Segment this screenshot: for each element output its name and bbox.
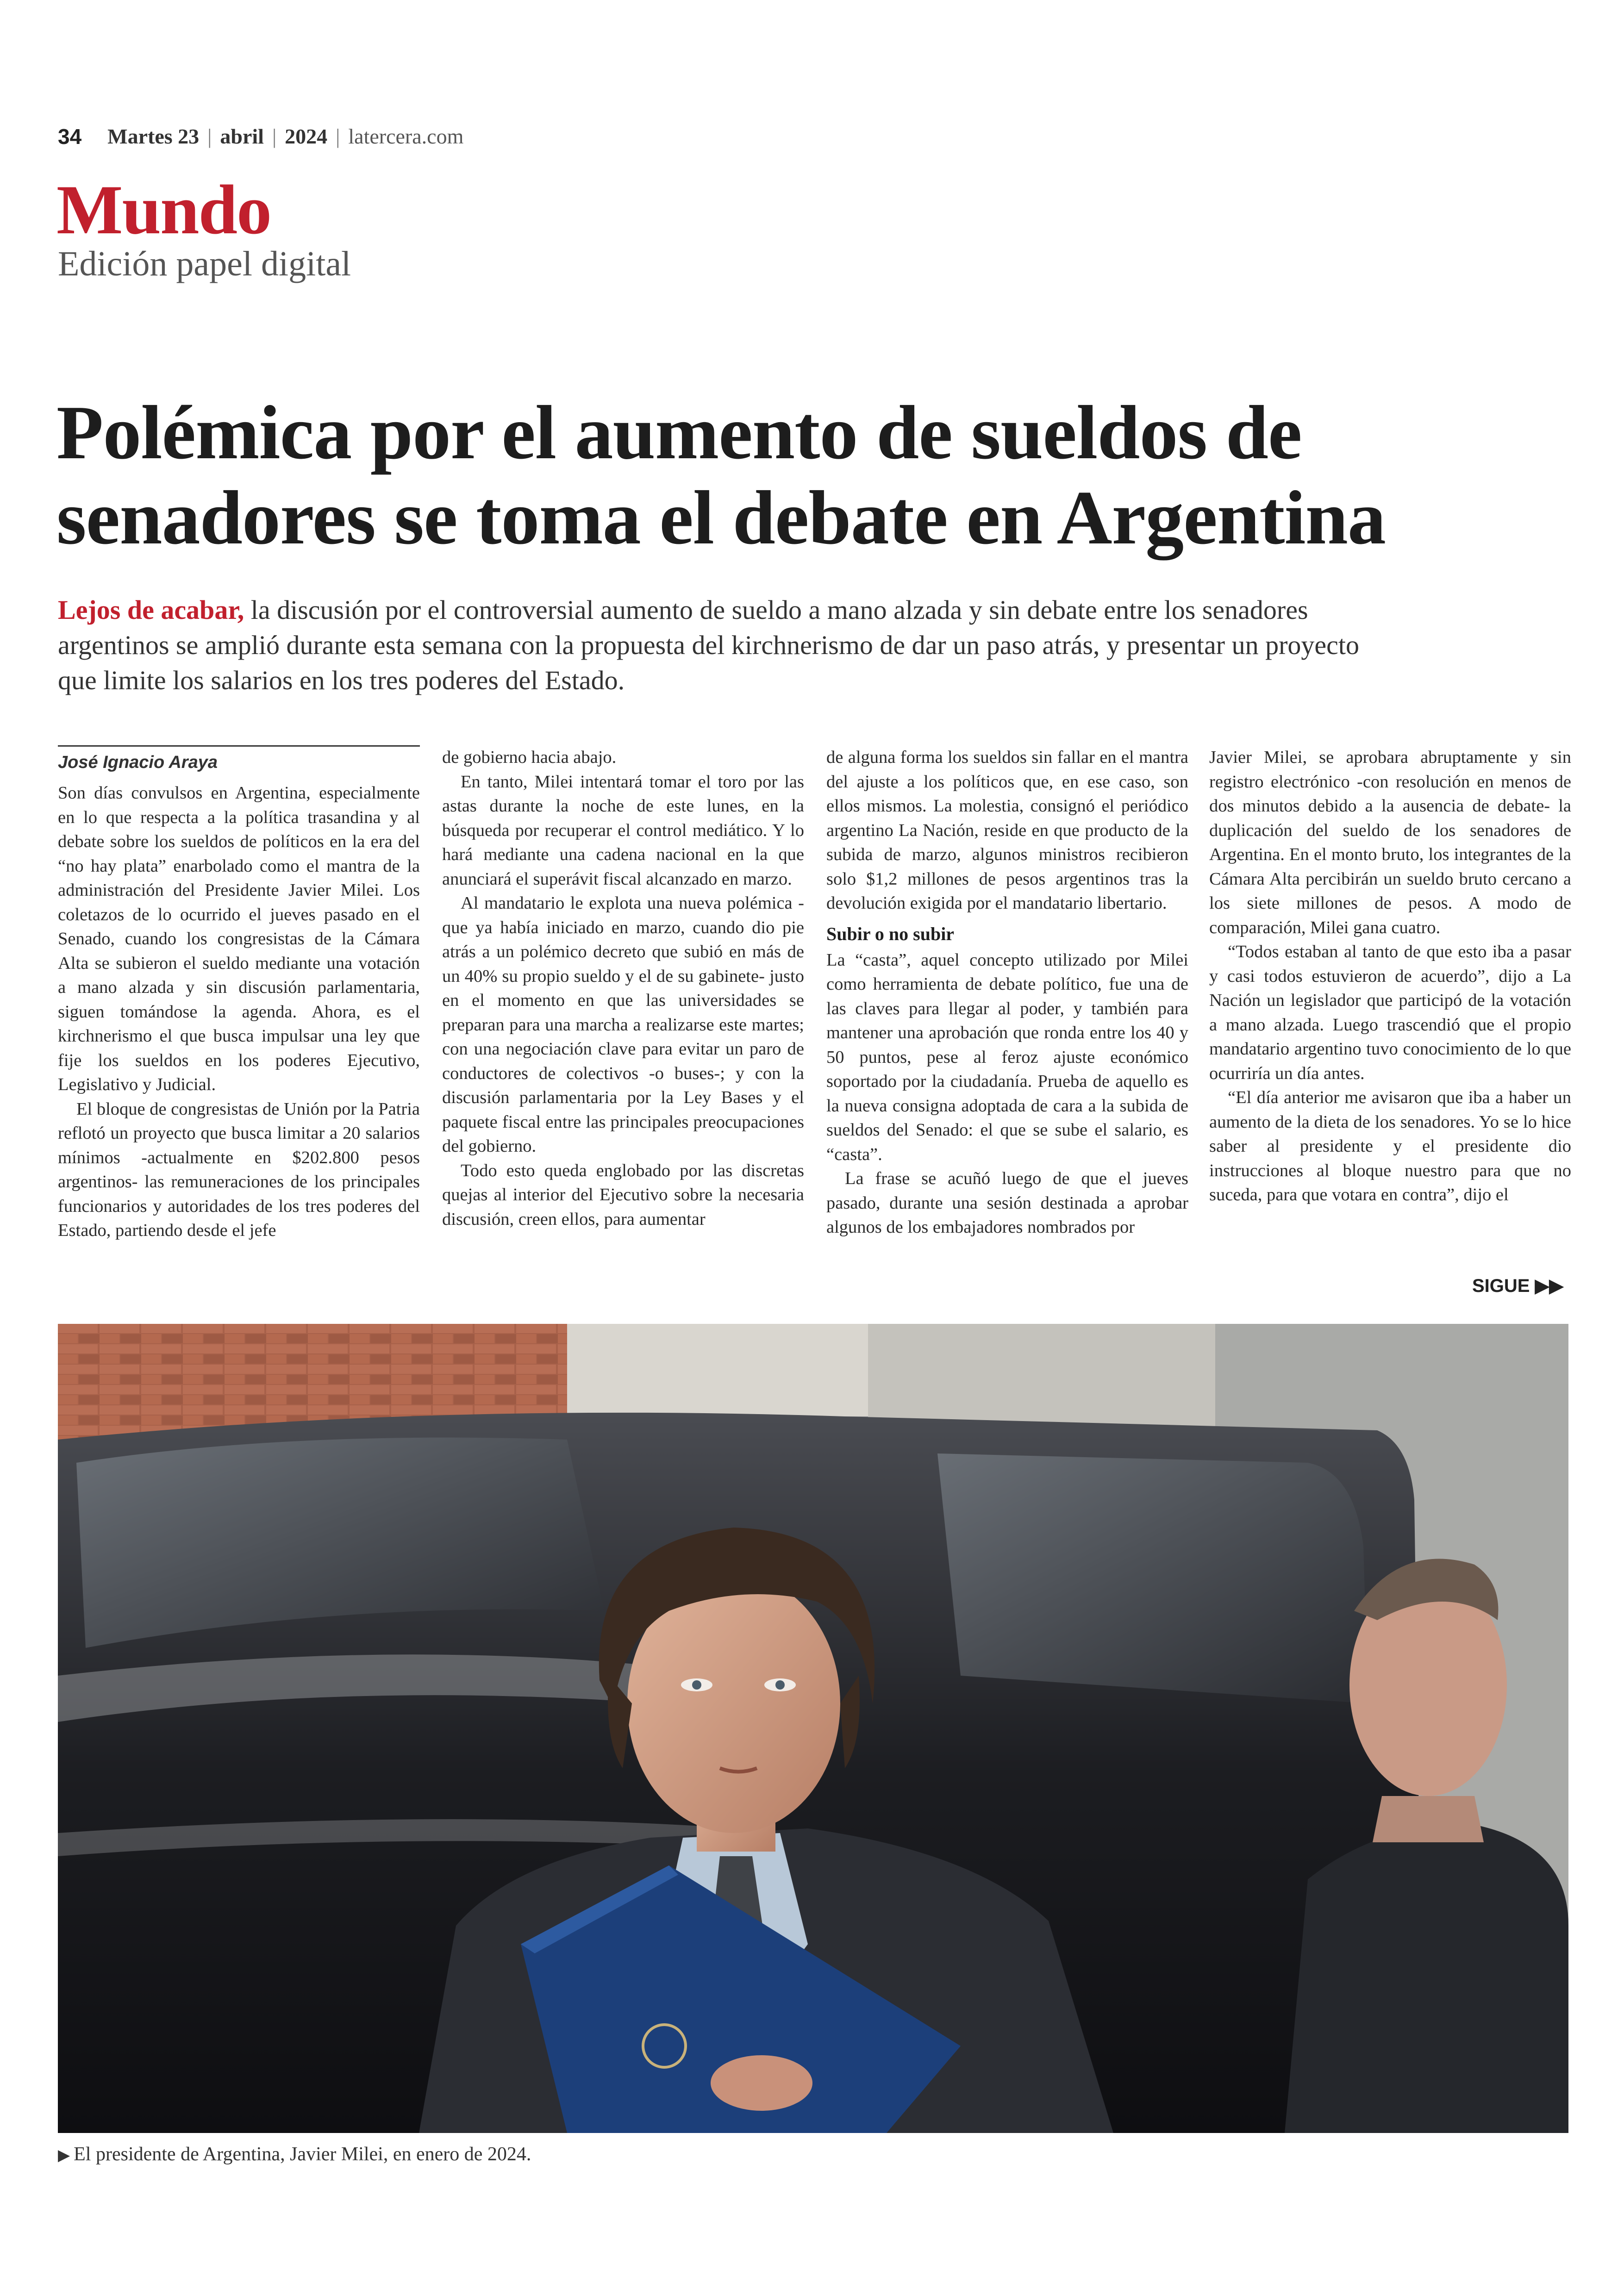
photo-caption-text: El presidente de Argentina, Javier Milei, en enero de 2024. [74, 2144, 531, 2165]
lede-text: la discusión por el controversial aumento de sueldo a mano alzada y sin debate entre los senadores argentinos se amplió durante esta semana con la propuesta del kirchnerismo de dar un paso atrás, y presentar un proyecto que limite los salarios en los tres poderes del Estado. [58, 595, 1359, 695]
header-separator: | [336, 125, 340, 148]
header-separator: | [207, 125, 212, 148]
photo-illustration [58, 1324, 1568, 2133]
body-paragraph: Todo esto queda englobado por las discretas quejas al interior del Ejecutivo sobre la necesaria discusión, creen ellos, para aumentar [442, 1160, 804, 1229]
body-paragraph: de alguna forma los sueldos sin fallar en el mantra del ajuste a los políticos que, en ese caso, son ellos mismos. La molestia, consignó el periódico argentino La Nación, reside en que producto de la subida de marzo, algunos ministros recibieron solo $1,2 millones de pesos argentinos tras la devolución exigida por el mandatario libertario. [826, 748, 1188, 913]
body-paragraph: En tanto, Milei intentará tomar el toro por las astas durante la noche de este lunes, en la búsqueda por recuperar el control mediático. Y lo hará mediante una cadena nacional en la que anunciará el superávit fiscal alcanzado en marzo. [442, 772, 804, 889]
body-paragraph: El bloque de congresistas de Unión por la Patria reflotó un proyecto que busca limitar a 20 salarios mínimos -actualmente en $202.800 pesos argentinos- las remuneraciones de los principales funcionarios y autoridades de los tres poderes del Estado, partiendo desde el jefe [58, 1099, 420, 1240]
body-paragraph: La frase se acuñó luego de que el jueves pasado, durante una sesión destinada a aprobar algunos de los embajadores nombrados por [826, 1169, 1188, 1237]
body-paragraph: “El día anterior me avisaron que iba a haber un aumento de la dieta de los senadores. Yo se lo hice saber al presidente y el presidente dio instrucciones al bloque nuestro para que no suceda, para que votara en contra”, dijo el [1209, 1088, 1571, 1204]
caption-arrow-icon: ▶ [58, 2147, 70, 2164]
photo-caption [58, 2141, 531, 2169]
article-headline: Polémica por el aumento de sueldos de senadores se toma el debate en Argentina [56, 390, 1386, 560]
body-paragraph: Javier Milei, se aprobara abruptamente y sin registro electrónico -con resolución en menos de dos minutos debido a la ausencia de debate- la duplicación del sueldo de los senadores de Argentina. En el monto bruto, los integrantes de la Cámara Alta percibirán un sueldo bruto cercano a los siete millones de pesos. A modo de comparación, Milei gana cuatro. [1209, 748, 1571, 937]
continue-marker[interactable]: SIGUE ▶▶ [1472, 1276, 1564, 1296]
subheading: Subir o no subir [826, 923, 955, 944]
page-number: 34 [58, 125, 82, 149]
site-link[interactable]: latercera.com [348, 125, 464, 148]
lede-lead: Lejos de acabar, [58, 595, 244, 625]
article-lede [58, 592, 1377, 698]
body-paragraph: de gobierno hacia abajo. [442, 748, 617, 767]
byline: José Ignacio Araya [58, 745, 420, 775]
body-paragraph: La “casta”, aquel concepto utilizado por Milei como herramienta de debate político, fue una de las claves para llegar al poder, y también para mantener una aprobación que ronda entre los 40 y 50 puntos, pese al feroz ajuste económico soportado por la ciudadanía. Prueba de aquello es la nueva consigna adoptada de cara a la subida de sueldos del Senado: el que se sube el salario, es “casta”. [826, 950, 1188, 1164]
body-paragraph: “Todos estaban al tanto de que esto iba a pasar y casi todos estuvieron de acuerdo”, dijo a La Nación un legislador que participó de la votación a mano alzada. Luego trascendió que el propio mandatario argentino tuvo conocimiento de lo que ocurriría un día antes. [1209, 942, 1571, 1083]
article-column-2 [442, 745, 804, 1231]
page-header [58, 121, 463, 152]
date-year: 2024 [285, 125, 328, 148]
date-month: abril [220, 125, 264, 148]
body-paragraph: Son días convulsos en Argentina, especialmente en lo que respecta a la política trasandina y al debate sobre los sueldos de políticos en la era del “no hay plata” enarbolado como el mantra de la administración del Presidente Javier Milei. Los coletazos de lo ocurrido el jueves pasado en el Senado, cuando los congresistas de la Cámara Alta se subieron el sueldo mediante una votación a mano alzada y sin discusión parlamentaria, siguen tomándose la agenda. Ahora, es el kirchnerismo el que busca impulsar una ley que fije los sueldos en los poderes Ejecutivo, Legislativo y Judicial. [58, 783, 420, 1094]
date-weekday-day: Martes 23 [107, 125, 200, 148]
article-column-1 [58, 745, 420, 1243]
article-column-3 [826, 745, 1188, 1240]
article-photo [58, 1324, 1568, 2133]
article-column-4 [1209, 745, 1571, 1207]
section-title: Mundo [56, 171, 271, 249]
section-subtitle: Edición papel digital [58, 244, 351, 283]
body-paragraph: Al mandatario le explota una nueva polémica -que ya había iniciado en marzo, cuando dio pie atrás a un polémico decreto que subió en más de un 40% su propio sueldo y el de su gabinete- justo en el momento en que las universidades se preparan para una marcha a realizarse este martes; con una negociación clave para evitar un paro de conductores de colectivos -o buses-; y con la discusión parlamentaria por la Ley Bases y el paquete fiscal entre las principales preocupaciones del gobierno. [442, 893, 804, 1156]
header-separator: | [272, 125, 277, 148]
